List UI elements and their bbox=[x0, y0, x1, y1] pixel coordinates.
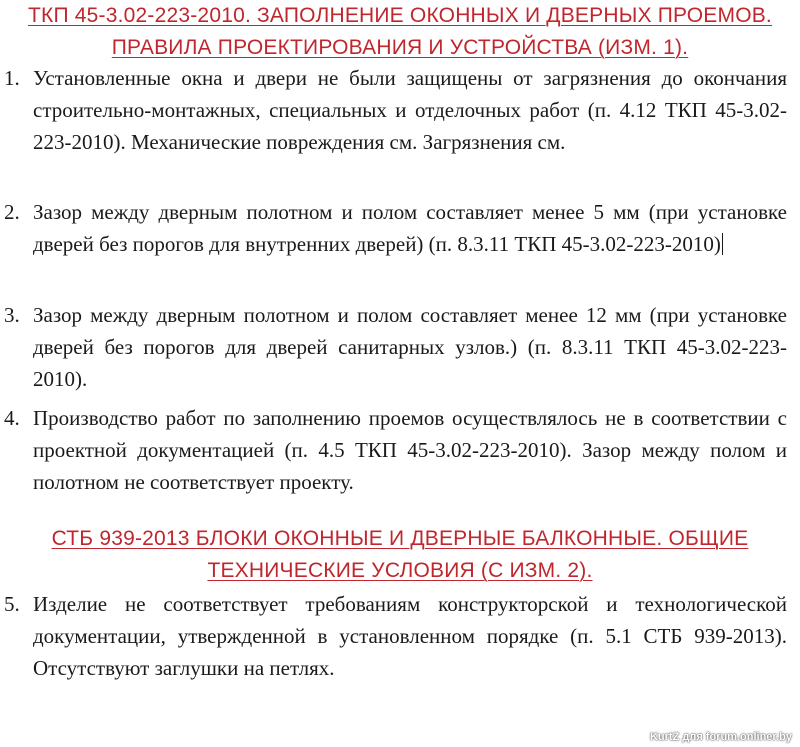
watermark: KurtZ для forum.onliner.by bbox=[649, 731, 792, 743]
section-heading-tkp-line2: ПРАВИЛА ПРОЕКТИРОВАНИЯ И УСТРОЙСТВА (ИЗМ. 1). bbox=[111, 36, 689, 59]
list-item bbox=[0, 196, 800, 260]
list-item-number: 3. bbox=[4, 303, 20, 327]
list-item bbox=[0, 62, 800, 158]
list-item-text: Установленные окна и двери не были защищены от загрязнения до окончания строительно-монтажных, специальных и отделочных работ (п. 4.12 ТКП 45-3.02-223-2010). Механические повреждения см. Загрязнения см. bbox=[33, 66, 787, 154]
list-item-number: 2. bbox=[4, 200, 20, 224]
list-item-text: Зазор между дверным полотном и полом составляет менее 5 мм (при установке дверей без порогов для внутренних дверей) (п. 8.3.11 ТКП 45-3.02-223-2010) bbox=[33, 200, 787, 256]
list-item-text: Производство работ по заполнению проемов осуществлялось не в соответствии с проектной документацией (п. 4.5 ТКП 45-3.02-223-2010). Зазор между полом и полотном не соответствует проекту. bbox=[33, 406, 787, 494]
section-heading-stb-line1: СТБ 939-2013 БЛОКИ ОКОННЫЕ И ДВЕРНЫЕ БАЛКОННЫЕ. ОБЩИЕ bbox=[51, 527, 749, 550]
section-heading-tkp-line1: ТКП 45-3.02-223-2010. ЗАПОЛНЕНИЕ ОКОННЫХ И ДВЕРНЫХ ПРОЕМОВ. bbox=[28, 4, 772, 27]
text-cursor bbox=[722, 233, 723, 255]
list-item-text-with-cursor bbox=[33, 196, 787, 260]
list-item-number: 1. bbox=[4, 66, 20, 90]
list-item bbox=[0, 402, 800, 498]
list-item bbox=[0, 299, 800, 395]
section-heading-stb-line2: ТЕХНИЧЕСКИЕ УСЛОВИЯ (С ИЗМ. 2). bbox=[207, 559, 593, 582]
list-item-text: Изделие не соответствует требованиям конструкторской и технологической документации, утвержденной в установленном порядке (п. 5.1 СТБ 939-2013). Отсутствуют заглушки на петлях. bbox=[33, 592, 787, 680]
list-item bbox=[0, 588, 800, 684]
list-item-text: Зазор между дверным полотном и полом составляет менее 12 мм (при установке дверей без порогов для дверей санитарных узлов.) (п. 8.3.11 ТКП 45-3.02-223-2010). bbox=[33, 303, 787, 391]
section-heading-stb bbox=[10, 523, 790, 587]
list-item-number: 5. bbox=[4, 592, 20, 616]
list-item-number: 4. bbox=[4, 406, 20, 430]
section-heading-tkp bbox=[10, 0, 790, 64]
